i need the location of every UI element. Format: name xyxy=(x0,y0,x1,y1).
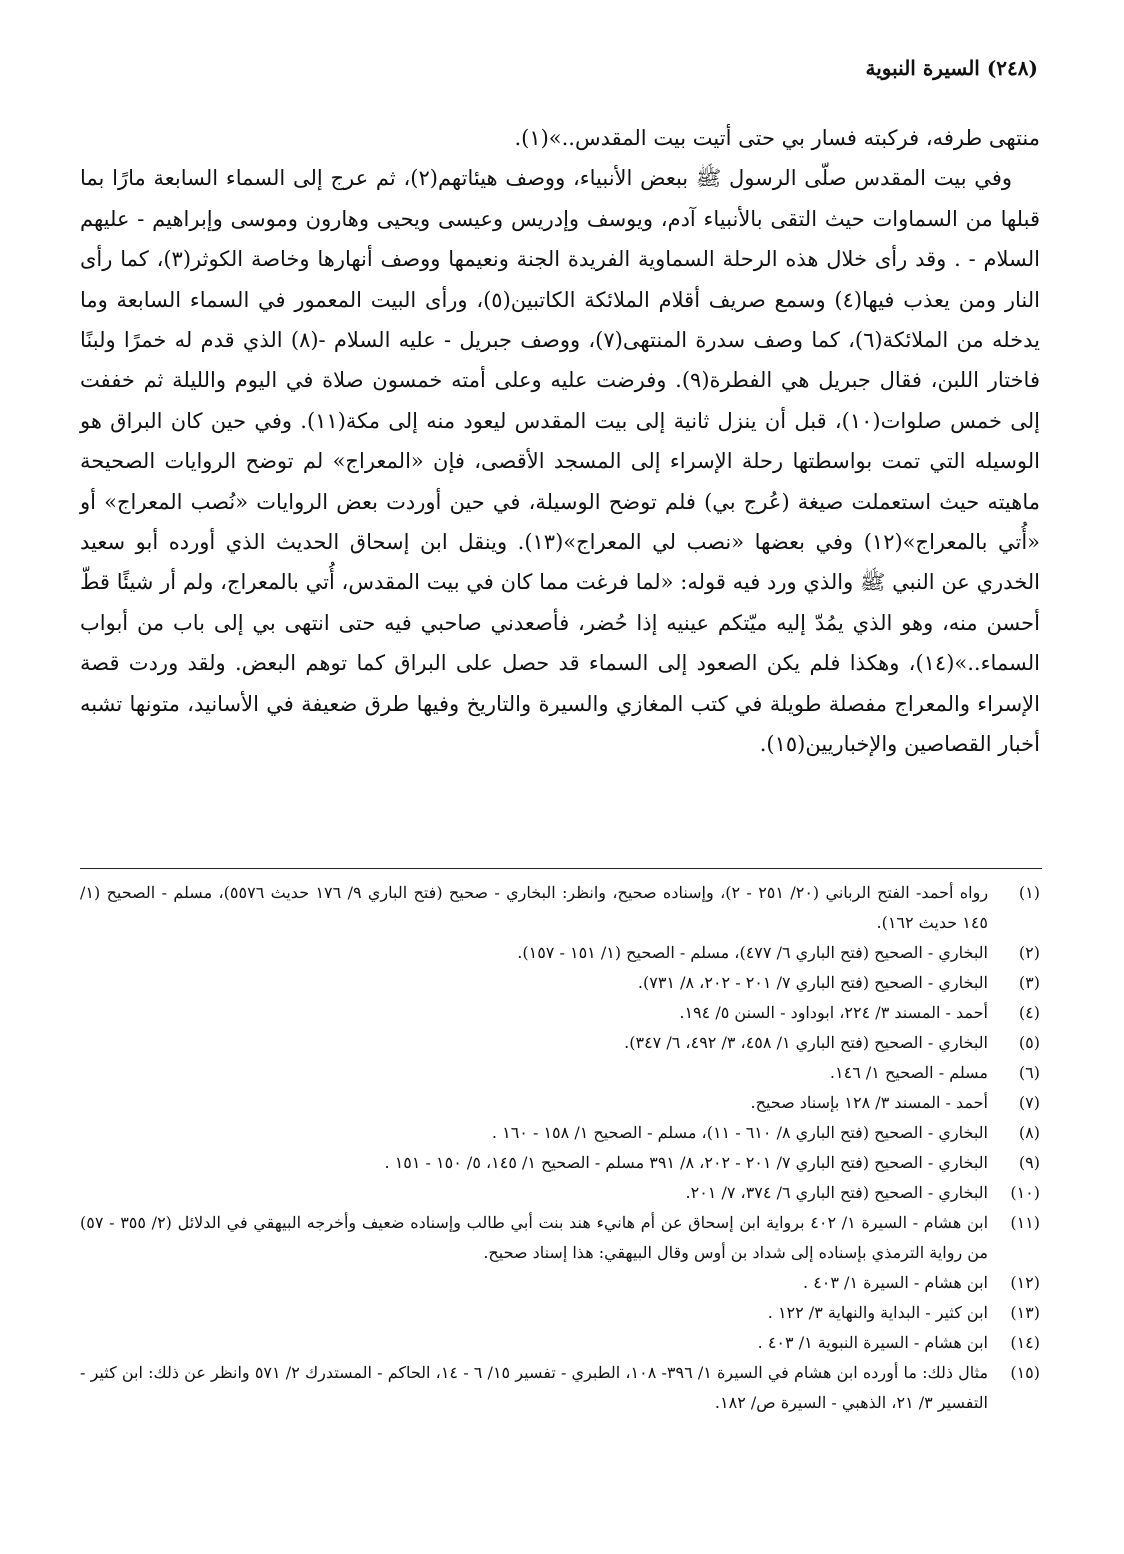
footnote-number: (٥) xyxy=(1018,1033,1040,1052)
footnote-text: البخاري - الصحيح (فتح الباري ٧/ ٢٠١ - ٢٠٢، ٨/ ٧٣١). xyxy=(637,973,988,992)
footnote xyxy=(80,1058,1040,1088)
footnote-text: البخاري - الصحيح (فتح الباري ٦/ ٤٧٧)، مسلم - الصحيح (١/ ١٥١ - ١٥٧). xyxy=(517,943,988,962)
footnote xyxy=(80,1028,1040,1058)
footnote-divider xyxy=(80,868,1042,869)
footnote-text: البخاري - الصحيح (فتح الباري ١/ ٤٥٨، ٣/ ٤٩٢، ٦/ ٣٤٧). xyxy=(624,1033,988,1052)
footnote-text: ابن هشام - السيرة ١/ ٤٠٢ برواية ابن إسحاق عن أم هانيء هند بنت أبي طالب وإسناده ضعيف وأخرجه البيهقي في الدلائل (٢/ ٣٥٥ - ٥٧) من رواية الترمذي بإسناده إلى شداد بن أوس وقال البيهقي: هذا إسناد صحيح. xyxy=(80,1213,989,1262)
footnote-number: (١٤) xyxy=(1010,1333,1040,1352)
footnote xyxy=(80,938,1040,968)
footnotes xyxy=(80,878,1040,1418)
footnote-number: (٦) xyxy=(1018,1063,1040,1082)
main-text xyxy=(80,118,1040,765)
footnote-number: (١) xyxy=(1018,883,1040,902)
page-header: (٢٤٨) السيرة النبوية xyxy=(865,56,1038,80)
footnote xyxy=(80,1148,1040,1178)
footnote-number: (١٥) xyxy=(1010,1363,1040,1382)
footnote xyxy=(80,968,1040,998)
footnote xyxy=(80,1268,1040,1298)
footnote-text: رواه أحمد- الفتح الرباني (٢٠/ ٢٥١ - ٢)، وإسناده صحيح، وانظر: البخاري - صحيح (فتح الباري ٩/ ١٧٦ حديث ٥٥٧٦)، مسلم - الصحيح (١/ ١٤٥ حديث ١٦٢). xyxy=(80,883,989,932)
footnote xyxy=(80,878,1040,938)
footnote-text: ابن هشام - السيرة النبوية ١/ ٤٠٣ . xyxy=(757,1333,988,1352)
footnote-number: (١٠) xyxy=(1010,1183,1040,1202)
footnote-number: (٨) xyxy=(1018,1123,1040,1142)
footnote-text: ابن كثير - البداية والنهاية ٣/ ١٢٢ . xyxy=(767,1303,988,1322)
footnote-number: (٩) xyxy=(1018,1153,1040,1172)
footnote-number: (٣) xyxy=(1018,973,1040,992)
footnote-number: (١٢) xyxy=(1010,1273,1040,1292)
footnote xyxy=(80,1298,1040,1328)
footnote-text: البخاري - الصحيح (فتح الباري ٦/ ٣٧٤، ٧/ ٢٠١. xyxy=(685,1183,988,1202)
footnote xyxy=(80,1118,1040,1148)
footnote-number: (١١) xyxy=(1010,1213,1040,1232)
footnote xyxy=(80,1208,1040,1268)
footnote-text: البخاري - الصحيح (فتح الباري ٨/ ٦١٠ - ١١)، مسلم - الصحيح ١/ ١٥٨ - ١٦٠ . xyxy=(491,1123,988,1142)
footnote-text: مثال ذلك: ما أورده ابن هشام في السيرة ١/ ٣٩٦- ١٠٨، الطبري - تفسير ١٥/ ٦ - ١٤، الحاكم - المستدرك ٢/ ٥٧١ وانظر عن ذلك: ابن كثير - التفسير ٣/ ٢١، الذهبي - السيرة ص/ ١٨٢. xyxy=(80,1363,989,1412)
paragraph: منتهى طرفه، فركبته فسار بي حتى أتيت بيت المقدس..»(١). xyxy=(514,126,1040,150)
footnote-number: (٧) xyxy=(1018,1093,1040,1112)
footnote-number: (٤) xyxy=(1018,1003,1040,1022)
footnote xyxy=(80,1178,1040,1208)
paragraph: وفي بيت المقدس صلّى الرسول ﷺ ببعض الأنبياء، ووصف هيئاتهم(٢)، ثم عرج إلى السماء السابعة مارًا بما قبلها من السماوات حيث التقى بالأنبياء آدم، ويوسف وإدريس وعيسى ويحيى وهارون وموسى وإبراهيم - عليهم السلام - . وقد رأى خلال هذه الرحلة السماوية الفريدة الجنة ونعيمها ووصف أنهارها وخاصة الكوثر(٣)، كما رأى النار ومن يعذب فيها(٤) وسمع صريف أقلام الملائكة الكاتبين(٥)، ورأى البيت المعمور في السماء السابعة وما يدخله من الملائكة(٦)، كما وصف سدرة المنتهى(٧)، ووصف جبريل - عليه السلام -(٨) الذي قدم له خمرًا ولبنًا فاختار اللبن، فقال جبريل هي الفطرة(٩). وفرضت عليه وعلى أمته خمسون صلاة في اليوم والليلة ثم خففت إلى خمس صلوات(١٠)، قبل أن ينزل ثانية إلى بيت المقدس ليعود منه إلى مكة(١١). وفي حين كان البراق هو الوسيله التي تمت بواسطتها رحلة الإسراء إلى المسجد الأقصى، فإن «المعراج» لم توضح الروايات الصحيحة ماهيته حيث استعملت صيغة (عُرج بي) فلم توضح الوسيلة، في حين أوردت بعض الروايات «نُصب المعراج» أو «أُتي بالمعراج»(١٢) وفي بعضها «نصب لي المعراج»(١٣). وينقل ابن إسحاق الحديث الذي أورده أبو سعيد الخدري عن النبي ﷺ والذي ورد فيه قوله: «لما فرغت مما كان في بيت المقدس، أُتي بالمعراج، ولم أر شيئًا قطّ أحسن منه، وهو الذي يمُدّ إليه ميّتكم عينيه إذا حُضر، فأصعدني صاحبي فيه حتى انتهى بي إلى باب من أبواب السماء..»(١٤)، وهكذا فلم يكن الصعود إلى السماء قد حصل على البراق كما توهم البعض. ولقد وردت قصة الإسراء والمعراج مفصلة طويلة في كتب المغازي والسيرة والتاريخ وفيها طرق ضعيفة في الأسانيد، متونها تشبه أخبار القصاصين والإخباريين(١٥). xyxy=(80,166,1041,757)
footnote xyxy=(80,1328,1040,1358)
footnote xyxy=(80,1358,1040,1418)
footnote-text: ابن هشام - السيرة ١/ ٤٠٣ . xyxy=(803,1273,988,1292)
footnote xyxy=(80,998,1040,1028)
footnote-text: مسلم - الصحيح ١/ ١٤٦. xyxy=(829,1063,988,1082)
footnote-text: أحمد - المسند ٣/ ١٢٨ بإسناد صحيح. xyxy=(750,1093,988,1112)
footnote-text: البخاري - الصحيح (فتح الباري ٧/ ٢٠١ - ٢٠٢، ٨/ ٣٩١ مسلم - الصحيح ١/ ١٤٥، ٥/ ١٥٠ - ١٥١ . xyxy=(384,1153,988,1172)
footnote-number: (١٣) xyxy=(1010,1303,1040,1322)
footnote xyxy=(80,1088,1040,1118)
footnote-number: (٢) xyxy=(1018,943,1040,962)
footnote-text: أحمد - المسند ٣/ ٢٢٤، ابوداود - السنن ٥/ ١٩٤. xyxy=(679,1003,988,1022)
